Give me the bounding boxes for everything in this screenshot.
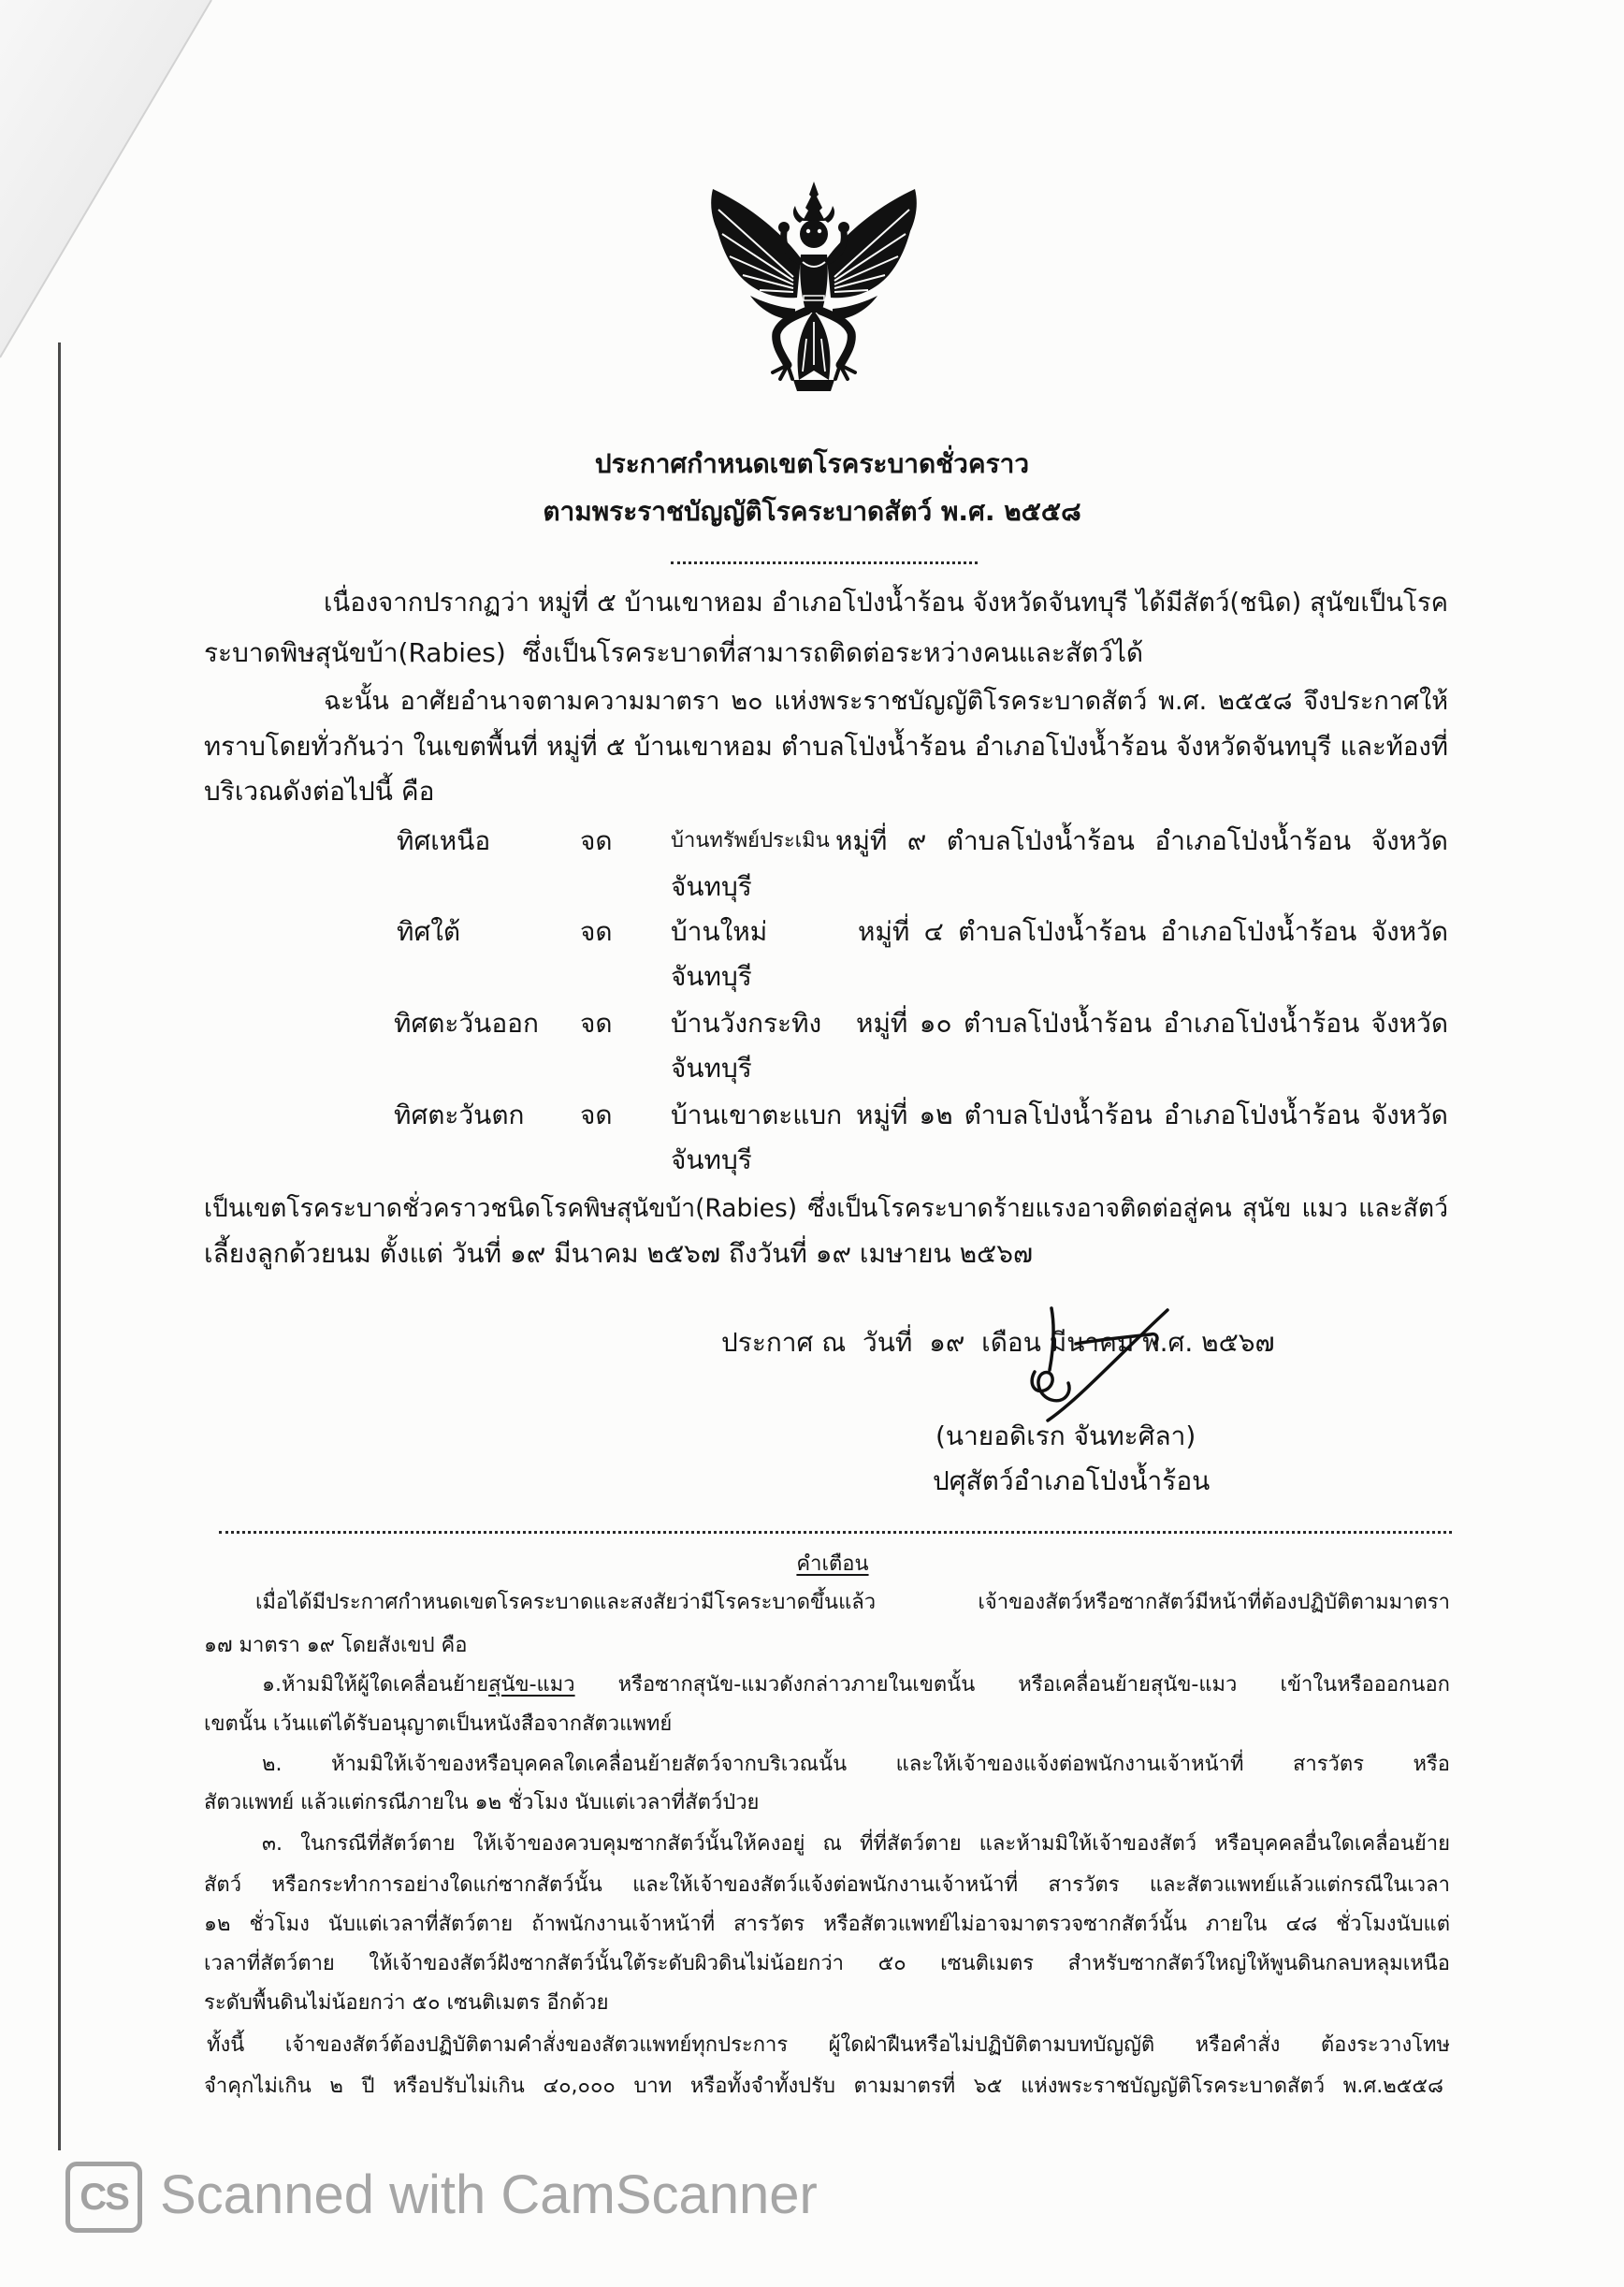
signatory-name: (นายอดิเรก จันทะศิลา)	[935, 1420, 1196, 1451]
boundary-connector: จด	[580, 1100, 613, 1130]
warning-item2-line1: ๒. ห้ามมิให้เจ้าของหรือบุคคลใดเคลื่อนย้ายสัตว์จากบริเวณนั้น และให้เจ้าของแจ้งต่อพนักงานเจ้าหน้าที่ สารวัตร หรือ	[262, 1753, 1450, 1776]
warning-item3-line4: เวลาที่สัตว์ตาย ให้เจ้าของสัตว์ฝังซากสัตว์นั้นใต้ระดับผิวดินไม่น้อยกว่า ๕๐ เซนติเมตร สำหรับซากสัตว์ใหญ่ให้พูนดินกลบหลุมเหนือ	[204, 1952, 1450, 1975]
warning-closing-line1: ทั้งนี้ เจ้าของสัตว์ต้องปฏิบัติตามคำสั่งของสัตวแพทย์ทุกประการ ผู้ใดฝ่าฝืนหรือไม่ปฏิบัติตามบทบัญญัติ หรือคำสั่ง ต้องระวางโทษ	[207, 2033, 1450, 2057]
camscanner-watermark-text: Scanned with CamScanner	[160, 2164, 818, 2225]
paragraph1-line1: เนื่องจากปรากฏว่า หมู่ที่ ๕ บ้านเขาหอม อำเภอโป่งน้ำร้อน จังหวัดจันทบุรี ได้มีสัตว์(ชนิด) สุนัขเป็นโรค	[324, 588, 1448, 618]
warning-item2-line2: สัตวแพทย์ แล้วแต่กรณีภายใน ๑๒ ชั่วโมง นับแต่เวลาที่สัตว์ป่วย	[204, 1791, 760, 1814]
boundary-connector: จด	[580, 1008, 613, 1039]
warning-item3-line1: ๓. ในกรณีที่สัตว์ตาย ให้เจ้าของควบคุมซากสัตว์นั้นให้คงอยู่ ณ ที่ที่สัตว์ตาย และห้ามมิให้เจ้าของสัตว์ หรือบุคคลอื่นใดเคลื่อนย้าย	[262, 1832, 1450, 1856]
paragraph1-line2: ระบาดพิษสุนัขบ้า(Rabies) ซึ่งเป็นโรคระบาดที่สามารถติดต่อระหว่างคนและสัตว์ได้	[204, 637, 1144, 668]
boundary-direction: ทิศตะวันออก	[394, 1008, 539, 1039]
boundary-village: บ้านทรัพย์ประเมิน	[671, 829, 830, 852]
warning-item1-line1: ๑.ห้ามมิให้ผู้ใดเคลื่อนย้ายสุนัข-แมว หรือซากสุนัข-แมวดังกล่าวภายในเขตนั้น หรือเคลื่อนย้ายสุนัข-แมว เข้าในหรือออกนอก	[262, 1673, 1450, 1697]
warning-closing-line2: จำคุกไม่เกิน ๒ ปี หรือปรับไม่เกิน ๔๐,๐๐๐ บาท หรือทั้งจำทั้งปรับ ตามมาตรที่ ๖๕ แห่งพระราชบัญญัติโรคระบาดสัตว์ พ.ศ.๒๕๕๘	[204, 2075, 1443, 2098]
section-separator	[219, 1531, 1452, 1534]
boundary-connector: จด	[580, 916, 613, 947]
boundary-province: จันทบุรี	[671, 1144, 752, 1175]
scan-edge-line	[58, 342, 61, 2150]
boundary-direction: ทิศตะวันตก	[394, 1100, 525, 1130]
boundary-direction: ทิศใต้	[397, 916, 461, 947]
document-title-line2: ตามพระราชบัญญัติโรคระบาดสัตว์ พ.ศ. ๒๕๕๘	[543, 496, 1081, 527]
boundary-province: จันทบุรี	[671, 1053, 752, 1084]
boundary-detail: หมู่ที่ ๔ ตำบลโป่งน้ำร้อน อำเภอโป่งน้ำร้อน จังหวัด	[858, 916, 1448, 947]
document-title-line1: ประกาศกำหนดเขตโรคระบาดชั่วคราว	[594, 448, 1030, 479]
paragraph3-line2: เลี้ยงลูกด้วยนม ตั้งแต่ วันที่ ๑๙ มีนาคม ๒๕๖๗ ถึงวันที่ ๑๙ เมษายน ๒๕๖๗	[204, 1238, 1034, 1269]
warning-item3-line2: สัตว์ หรือกระทำการอย่างใดแก่ซากสัตว์นั้น และให้เจ้าของสัตว์แจ้งต่อพนักงานเจ้าหน้าที่ สารวัตร และสัตวแพทย์แล้วแต่กรณีในเวลา	[204, 1873, 1450, 1897]
proclamation-date: ประกาศ ณ วันที่ ๑๙ เดือน มีนาคม พ.ศ. ๒๕๖๗	[721, 1327, 1275, 1358]
warning-item3-line5: ระดับพื้นดินไม่น้อยกว่า ๕๐ เซนติเมตร อีกด้วย	[204, 1991, 609, 2015]
warning-intro-line2: ๑๗ มาตรา ๑๙ โดยสังเขป คือ	[204, 1634, 468, 1657]
boundary-village: บ้านเขาตะแบก	[671, 1100, 843, 1130]
boundary-detail: หมู่ที่ ๑๒ ตำบลโป่งน้ำร้อน อำเภอโป่งน้ำร้อน จังหวัด	[856, 1100, 1448, 1130]
boundary-village: บ้านใหม่	[671, 916, 768, 947]
paragraph2-line1: ฉะนั้น อาศัยอำนาจตามความมาตรา ๒๐ แห่งพระราชบัญญัติโรคระบาดสัตว์ พ.ศ. ๒๕๕๘ จึงประกาศให้	[324, 687, 1448, 716]
title-separator	[671, 561, 978, 564]
boundary-direction: ทิศเหนือ	[397, 825, 491, 856]
boundary-province: จันทบุรี	[671, 961, 752, 992]
paragraph3-line1: เป็นเขตโรคระบาดชั่วคราวชนิดโรคพิษสุนัขบ้า(Rabies) ซึ่งเป็นโรคระบาดร้ายแรงอาจติดต่อสู่คน สุนัข แมว และสัตว์	[204, 1194, 1448, 1223]
paragraph2-line2: ทราบโดยทั่วกันว่า ในเขตพื้นที่ หมู่ที่ ๕ บ้านเขาหอม ตำบลโป่งน้ำร้อน อำเภอโป่งน้ำร้อน จังหวัดจันทบุรี และท้องที่	[204, 732, 1448, 762]
boundary-connector: จด	[580, 825, 613, 856]
boundary-detail: หมู่ที่ ๙ ตำบลโป่งน้ำร้อน อำเภอโป่งน้ำร้อน จังหวัด	[835, 825, 1448, 856]
boundary-province: จันทบุรี	[671, 871, 752, 902]
warning-intro-line1: เมื่อได้มีประกาศกำหนดเขตโรคระบาดและสงสัยว่ามีโรคระบาดขึ้นแล้ว เจ้าของสัตว์หรือซากสัตว์มีหน้าที่ต้องปฏิบัติตามมาตรา	[255, 1591, 1450, 1614]
warning-heading: คำเตือน	[796, 1552, 869, 1576]
warning-item1-line2: เขตนั้น เว้นแต่ได้รับอนุญาตเป็นหนังสือจากสัตวแพทย์	[204, 1712, 673, 1736]
boundary-detail: หมู่ที่ ๑๐ ตำบลโป่งน้ำร้อน อำเภอโป่งน้ำร้อน จังหวัด	[856, 1008, 1448, 1039]
folded-corner	[0, 0, 225, 374]
signatory-title: ปศุสัตว์อำเภอโป่งน้ำร้อน	[933, 1465, 1211, 1496]
camscanner-logo: CS	[65, 2162, 142, 2233]
garuda-emblem-icon	[702, 180, 926, 397]
paragraph2-line3: บริเวณดังต่อไปนี้ คือ	[204, 776, 435, 807]
warning-item3-line3: ๑๒ ชั่วโมง นับแต่เวลาที่สัตว์ตาย ถ้าพนักงานเจ้าหน้าที่ สารวัตร หรือสัตวแพทย์ไม่อาจมาตรวจซากสัตว์นั้น ภายใน ๔๘ ชั่วโมงนับแต่	[204, 1913, 1450, 1936]
boundary-village: บ้านวังกระทิง	[671, 1008, 822, 1039]
